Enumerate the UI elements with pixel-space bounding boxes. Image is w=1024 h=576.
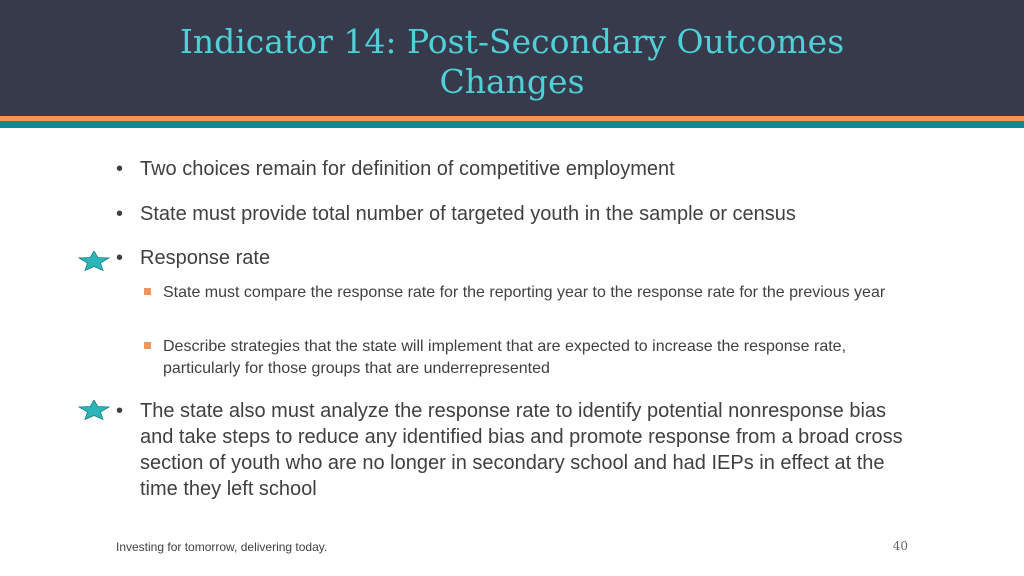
bullet-item <box>116 398 916 502</box>
bullet-text: Two choices remain for definition of competitive employment <box>140 158 675 180</box>
slide-header <box>0 0 1024 116</box>
sub-bullet-square <box>144 342 151 349</box>
sub-bullet-item <box>144 282 904 304</box>
sub-bullet-item <box>144 336 864 380</box>
star-icon <box>78 400 110 420</box>
slide-title-line-1: Indicator 14: Post-Secondary Outcomes <box>179 22 845 61</box>
bullet-dot: • <box>116 247 124 269</box>
bullet-text: The state also must analyze the response rate to identify potential nonresponse bias and take steps to reduce any identified bias and promote response from a broad cross section of youth who are no longer in secondary school and had IEPs in effect at the time they left school <box>140 400 903 500</box>
footer-tagline: Investing for tomorrow, delivering today. <box>116 540 328 554</box>
bullet-item <box>116 156 675 182</box>
sub-bullet-text: State must compare the response rate for the reporting year to the response rate for the previous year <box>163 284 886 301</box>
star-icon <box>78 251 110 271</box>
sub-bullet-text: Describe strategies that the state will implement that are expected to increase the response rate, particularly for those groups that are underrepresented <box>163 338 847 377</box>
page-number: 40 <box>892 539 908 553</box>
bullet-dot: • <box>116 203 124 225</box>
bullet-text: State must provide total number of targeted youth in the sample or census <box>140 203 796 225</box>
bullet-item <box>116 245 270 271</box>
bullet-dot: • <box>116 158 124 180</box>
bullet-text: Response rate <box>140 247 271 269</box>
slide-title-line-2: Changes <box>439 62 585 101</box>
bullet-dot: • <box>116 400 124 422</box>
sub-bullet-square <box>144 288 151 295</box>
bullet-item <box>116 201 796 227</box>
slide-title <box>0 22 1024 102</box>
header-stripe-teal <box>0 121 1024 128</box>
